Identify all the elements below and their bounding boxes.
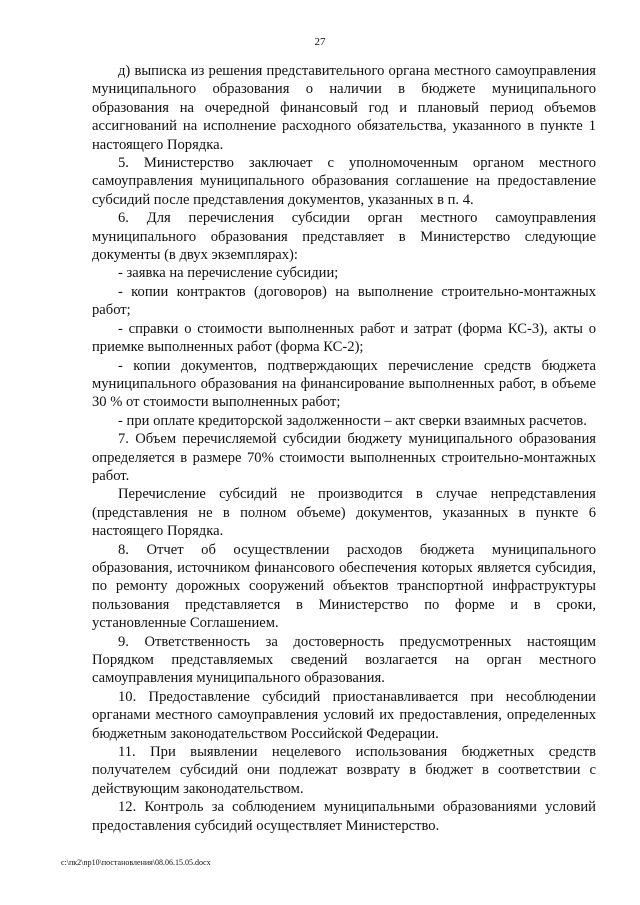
paragraph-8: 8. Отчет об осуществлении расходов бюджета муниципального образования, источником финансового обеспечения которых является субсидия, по ремонту дорожных сооружений объектов транспортной инфраструктуры пользования представляется в Министерство по форме и в сроки, установленные Соглашением. bbox=[92, 541, 596, 632]
page-number: 27 bbox=[314, 36, 326, 48]
paragraph-12: 12. Контроль за соблюдением муниципальными образованиями условий предоставления субсидий осуществляет Министерство. bbox=[92, 799, 596, 834]
footer-file-path: c:\пк2\пр10\постановления\08.06.15.05.docx bbox=[61, 858, 211, 867]
list-item: - справки о стоимости выполненных работ и затрат (форма КС-3), акты о приемке выполненных работ (форма КС-2); bbox=[92, 320, 596, 356]
paragraph-7: 7. Объем перечисляемой субсидии бюджету муниципального образования определяется в размере 70% стоимости выполненных строительно-монтажных работ. bbox=[92, 431, 596, 484]
list-item: - при оплате кредиторской задолженности – акт сверки взаимных расчетов. bbox=[118, 412, 587, 429]
paragraph-5: 5. Министерство заключает с уполномоченным органом местного самоуправления муниципального образования соглашение на предоставление субсидий после представления документов, указанных в п. 4. bbox=[92, 155, 596, 208]
list-item: - копии документов, подтверждающих перечисление средств бюджета муниципального образования на финансирование выполненных работ, в объеме 30 % от стоимости выполненных работ; bbox=[92, 357, 596, 411]
paragraph-7-note: Перечисление субсидий не производится в случае непредставления (представления не в полном объеме) документов, указанных в пункте 6 настоящего Порядка. bbox=[92, 486, 596, 540]
document-body bbox=[92, 62, 596, 835]
list-item: - копии контрактов (договоров) на выполнение строительно-монтажных работ; bbox=[92, 283, 596, 319]
list-item: - заявка на перечисление субсидии; bbox=[118, 265, 339, 282]
paragraph-11: 11. При выявлении нецелевого использования бюджетных средств получателем субсидий они подлежат возврату в бюджет в соответствии с действующим законодательством. bbox=[92, 744, 596, 797]
paragraph-6: 6. Для перечисления субсидии орган местного самоуправления муниципального образования представляет в Министерство следующие документы (в двух экземплярах): bbox=[92, 210, 596, 264]
paragraph-d-extract: д) выписка из решения представительного органа местного самоуправления муниципального образования о наличии в бюджете муниципального образования на очередной финансовый год и плановый период объемов ассигнований на исполнение расходного обязательства, указанного в пункте 1 настоящего Порядка. bbox=[92, 63, 596, 153]
paragraph-10: 10. Предоставление субсидий приостанавливается при несоблюдении органами местного самоуправления условий их предоставления, определенных бюджетным законодательством Российской Федерации. bbox=[92, 688, 596, 742]
paragraph-9: 9. Ответственность за достоверность предусмотренных настоящим Порядком представляемых сведений возлагается на орган местного самоуправления муниципального образования. bbox=[92, 633, 596, 687]
